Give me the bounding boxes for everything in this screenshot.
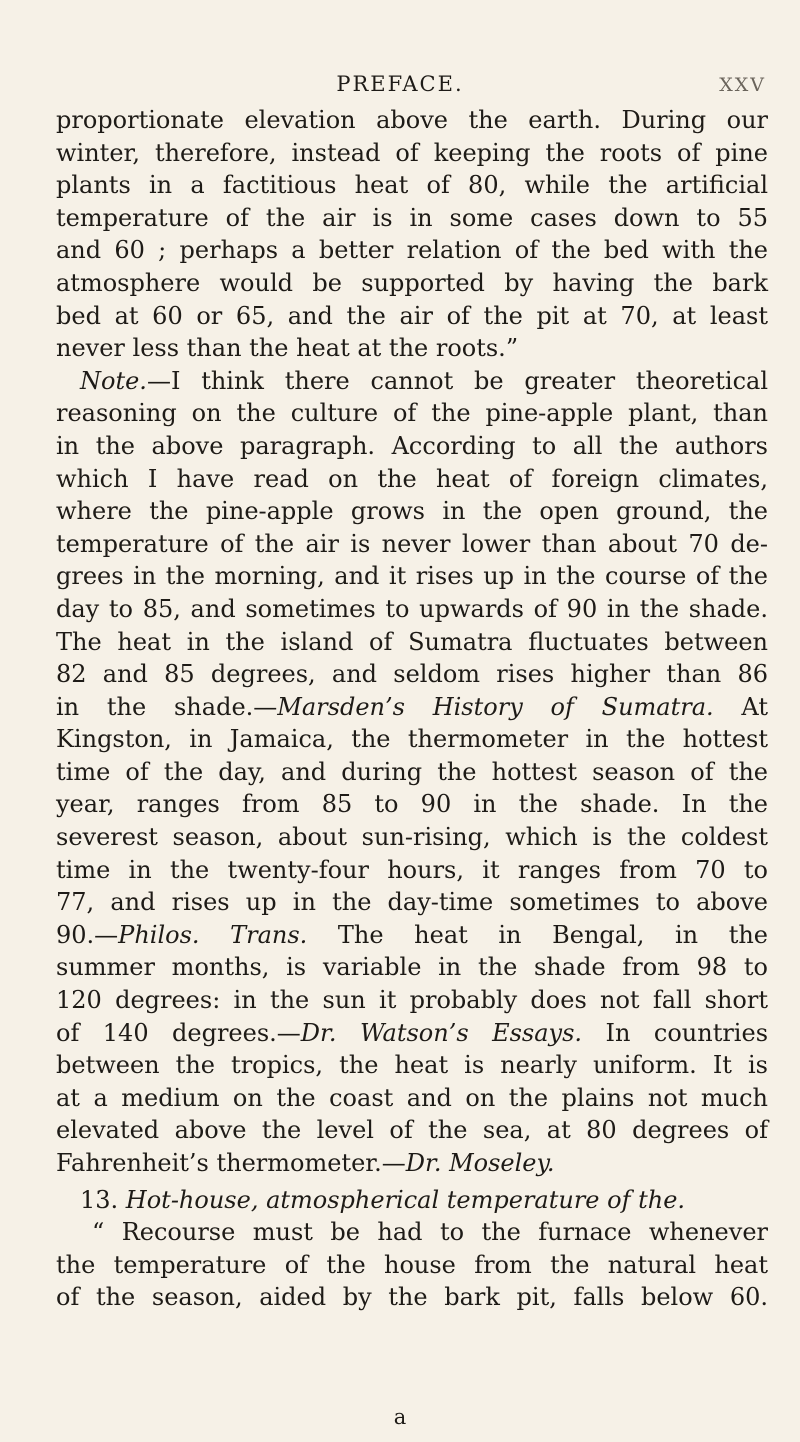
text-line: in the shade.—Marsden’s History of Sumatra. At [56,692,768,721]
text-line: reasoning on the culture of the pine-apple plant, than [56,399,768,428]
citation: Marsden’s History of Sumatra. [277,692,714,721]
text-line: temperature of the air is in some cases down to 55 [56,203,768,232]
text-line: 77, and rises up in the day-time sometimes to above [56,888,768,917]
text-line: The heat in the island of Sumatra fluctuates between [56,627,768,656]
text-line: bed at 60 or 65, and the air of the pit at 70, at least [56,301,768,330]
text-line: at a medium on the coast and on the plains not much [56,1083,768,1112]
text-line: grees in the morning, and it rises up in the course of the [56,562,768,591]
text-line: elevated above the level of the sea, at 80 degrees of [56,1116,768,1145]
citation: Dr. Moseley. [405,1149,555,1177]
page-header [0,72,800,102]
text-line: in the above paragraph. According to all the authors [56,431,768,460]
text-line: day to 85, and sometimes to upwards of 90 in the shade. [56,594,768,623]
body-text [56,104,768,1314]
text-line: of the season, aided by the bark pit, falls below 60. [56,1283,768,1312]
text-line: Note.—I think there cannot be greater theoretical [80,366,768,395]
text-line: year, ranges from 85 to 90 in the shade. In the [56,790,768,819]
text-line: time in the twenty-four hours, it ranges from 70 to [56,855,768,884]
citation: Philos. Trans. [118,920,308,949]
text-line: of 140 degrees.—Dr. Watson’s Essays. In countries [56,1018,769,1047]
text-line: where the pine-apple grows in the open ground, the [56,497,768,526]
text-line: between the tropics, the heat is nearly uniform. It is [56,1051,768,1080]
text-line: winter, therefore, instead of keeping the roots of pine [56,138,768,167]
citation: Dr. Watson’s Essays. [300,1018,583,1047]
section-heading-line [56,1184,768,1217]
text-line: 120 degrees: in the sun it probably does not fall short [56,986,768,1015]
signature-mark: a [393,1405,407,1429]
text-line: time of the day, and during the hottest season of the [56,757,768,786]
text-line: which I have read on the heat of foreign climates, [56,464,768,493]
note-label: Note. [80,366,147,395]
text-line: Fahrenheit’s thermometer.—Dr. Moseley. [56,1149,555,1177]
section-heading [56,1184,768,1217]
text-line: “ Recourse must be had to the furnace whenever [92,1218,768,1247]
paragraph-quotation [56,1216,768,1314]
page-number: XXV [719,74,766,96]
text-line: severest season, about sun-rising, which is the coldest [56,823,768,852]
text-line: atmosphere would be supported by having the bark [56,268,768,297]
paragraph-quotation-continued [56,104,768,365]
text-line: summer months, is variable in the shade from 98 to [56,953,768,982]
text-line: Kingston, in Jamaica, the thermometer in the hottest [56,725,768,754]
text-line: and 60 ; perhaps a better relation of the bed with the [56,236,768,265]
text-line: proportionate elevation above the earth. During our [56,106,768,134]
text-line: 90.—Philos. Trans. The heat in Bengal, in the [56,920,768,949]
running-title: PREFACE. [336,72,464,96]
text-line: 82 and 85 degrees, and seldom rises higher than 86 [56,660,768,689]
paragraph-note [56,365,768,1180]
text-line: never less than the heat at the roots.” [56,334,519,363]
section-title: Hot-house, atmospherical temperature of the. [125,1185,686,1214]
text-line: the temperature of the house from the natural heat [56,1250,768,1279]
section-number: 13. [80,1185,126,1214]
text-line: temperature of the air is never lower than about 70 de- [56,529,768,558]
text-line: plants in a factitious heat of 80, while the artificial [56,171,768,200]
